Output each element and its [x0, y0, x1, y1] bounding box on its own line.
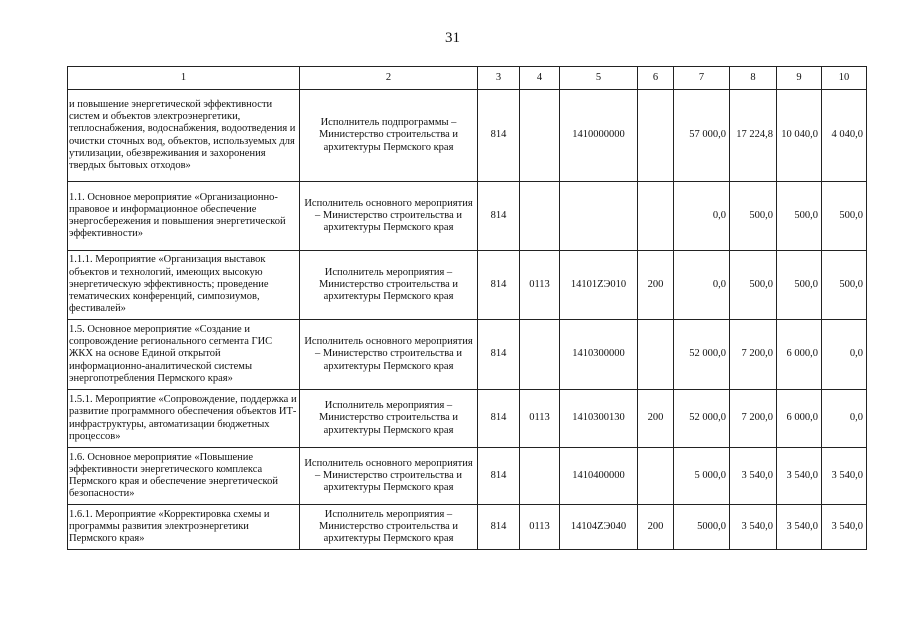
table-row	[68, 505, 867, 550]
activity-name: 1.1.1. Мероприятие «Организация выставок объектов и технологий, имеющих высокую энергетическую эффективность; проведение тематических конференций, симпозиумов, фестивалей»	[68, 251, 300, 320]
table-row	[68, 182, 867, 251]
admin-code: 814	[478, 505, 520, 550]
column-header-6: 6	[638, 67, 674, 90]
column-header-9: 9	[777, 67, 822, 90]
column-header-10: 10	[822, 67, 867, 90]
amount-col9: 10 040,0	[777, 90, 822, 182]
expense-type	[638, 90, 674, 182]
admin-code: 814	[478, 390, 520, 448]
section-code	[520, 182, 560, 251]
executor: Исполнитель подпрограммы – Министерство строительства и архитектуры Пермского края	[300, 90, 478, 182]
amount-col9: 3 540,0	[777, 448, 822, 505]
admin-code: 814	[478, 320, 520, 390]
table-row	[68, 251, 867, 320]
amount-col10: 3 540,0	[822, 448, 867, 505]
amount-col8: 3 540,0	[730, 448, 777, 505]
activity-name: 1.5. Основное мероприятие «Создание и сопровождение регионального сегмента ГИС ЖКХ на основе Единой открытой информационно-аналитической системы энергопотребления Пермского края»	[68, 320, 300, 390]
header-row	[68, 67, 867, 90]
admin-code: 814	[478, 251, 520, 320]
amount-col8: 3 540,0	[730, 505, 777, 550]
amount-col7: 57 000,0	[674, 90, 730, 182]
expense-type	[638, 182, 674, 251]
expense-type	[638, 448, 674, 505]
amount-col10: 3 540,0	[822, 505, 867, 550]
expense-type	[638, 320, 674, 390]
section-code	[520, 90, 560, 182]
amount-col8: 7 200,0	[730, 320, 777, 390]
expense-type: 200	[638, 251, 674, 320]
target-code: 1410000000	[560, 90, 638, 182]
amount-col8: 17 224,8	[730, 90, 777, 182]
amount-col9: 3 540,0	[777, 505, 822, 550]
amount-col10: 500,0	[822, 251, 867, 320]
table-row	[68, 90, 867, 182]
amount-col10: 500,0	[822, 182, 867, 251]
amount-col7: 52 000,0	[674, 320, 730, 390]
expense-type: 200	[638, 390, 674, 448]
section-code: 0113	[520, 505, 560, 550]
target-code	[560, 182, 638, 251]
amount-col10: 4 040,0	[822, 90, 867, 182]
amount-col10: 0,0	[822, 390, 867, 448]
amount-col9: 6 000,0	[777, 320, 822, 390]
activity-name: 1.1. Основное мероприятие «Организационно-правовое и информационное обеспечение энергосбережения и повышения энергетической эффективности»	[68, 182, 300, 251]
admin-code: 814	[478, 90, 520, 182]
amount-col9: 500,0	[777, 182, 822, 251]
table-row	[68, 448, 867, 505]
page-number: 31	[445, 30, 460, 46]
amount-col8: 7 200,0	[730, 390, 777, 448]
program-funding-table	[67, 66, 867, 550]
executor: Исполнитель основного мероприятия – Министерство строительства и архитектуры Пермского края	[300, 320, 478, 390]
target-code: 1410300130	[560, 390, 638, 448]
amount-col8: 500,0	[730, 182, 777, 251]
target-code: 1410300000	[560, 320, 638, 390]
activity-name: и повышение энергетической эффективности систем и объектов электроэнергетики, теплоснабжения, водоснабжения, водоотведения и очистки сточных вод, объектов, используемых для утилизации, обезвреживания и захоронения твердых бытовых отходов»	[68, 90, 300, 182]
activity-name: 1.6. Основное мероприятие «Повышение эффективности энергетического комплекса Пермского края и обеспечение энергетической безопасности»	[68, 448, 300, 505]
column-header-4: 4	[520, 67, 560, 90]
executor: Исполнитель мероприятия – Министерство строительства и архитектуры Пермского края	[300, 390, 478, 448]
column-header-3: 3	[478, 67, 520, 90]
amount-col9: 500,0	[777, 251, 822, 320]
column-header-5: 5	[560, 67, 638, 90]
column-header-2: 2	[300, 67, 478, 90]
executor: Исполнитель мероприятия – Министерство строительства и архитектуры Пермского края	[300, 505, 478, 550]
executor: Исполнитель мероприятия – Министерство строительства и архитектуры Пермского края	[300, 251, 478, 320]
executor: Исполнитель основного мероприятия – Министерство строительства и архитектуры Пермского края	[300, 182, 478, 251]
amount-col7: 0,0	[674, 182, 730, 251]
amount-col9: 6 000,0	[777, 390, 822, 448]
amount-col7: 0,0	[674, 251, 730, 320]
table-row	[68, 320, 867, 390]
target-code: 1410400000	[560, 448, 638, 505]
section-code	[520, 320, 560, 390]
target-code: 14101ZЭ010	[560, 251, 638, 320]
admin-code: 814	[478, 448, 520, 505]
amount-col8: 500,0	[730, 251, 777, 320]
column-header-7: 7	[674, 67, 730, 90]
admin-code: 814	[478, 182, 520, 251]
section-code: 0113	[520, 390, 560, 448]
section-code	[520, 448, 560, 505]
activity-name: 1.6.1. Мероприятие «Корректировка схемы и программы развития электроэнергетики Пермского края»	[68, 505, 300, 550]
amount-col7: 52 000,0	[674, 390, 730, 448]
amount-col10: 0,0	[822, 320, 867, 390]
amount-col7: 5000,0	[674, 505, 730, 550]
column-header-1: 1	[68, 67, 300, 90]
column-header-8: 8	[730, 67, 777, 90]
expense-type: 200	[638, 505, 674, 550]
executor: Исполнитель основного мероприятия – Министерство строительства и архитектуры Пермского края	[300, 448, 478, 505]
amount-col7: 5 000,0	[674, 448, 730, 505]
section-code: 0113	[520, 251, 560, 320]
table-row	[68, 390, 867, 448]
target-code: 14104ZЭ040	[560, 505, 638, 550]
activity-name: 1.5.1. Мероприятие «Сопровождение, поддержка и развитие программного обеспечения объектов ИТ-инфраструктуры, автоматизации бюджетных процессов»	[68, 390, 300, 448]
